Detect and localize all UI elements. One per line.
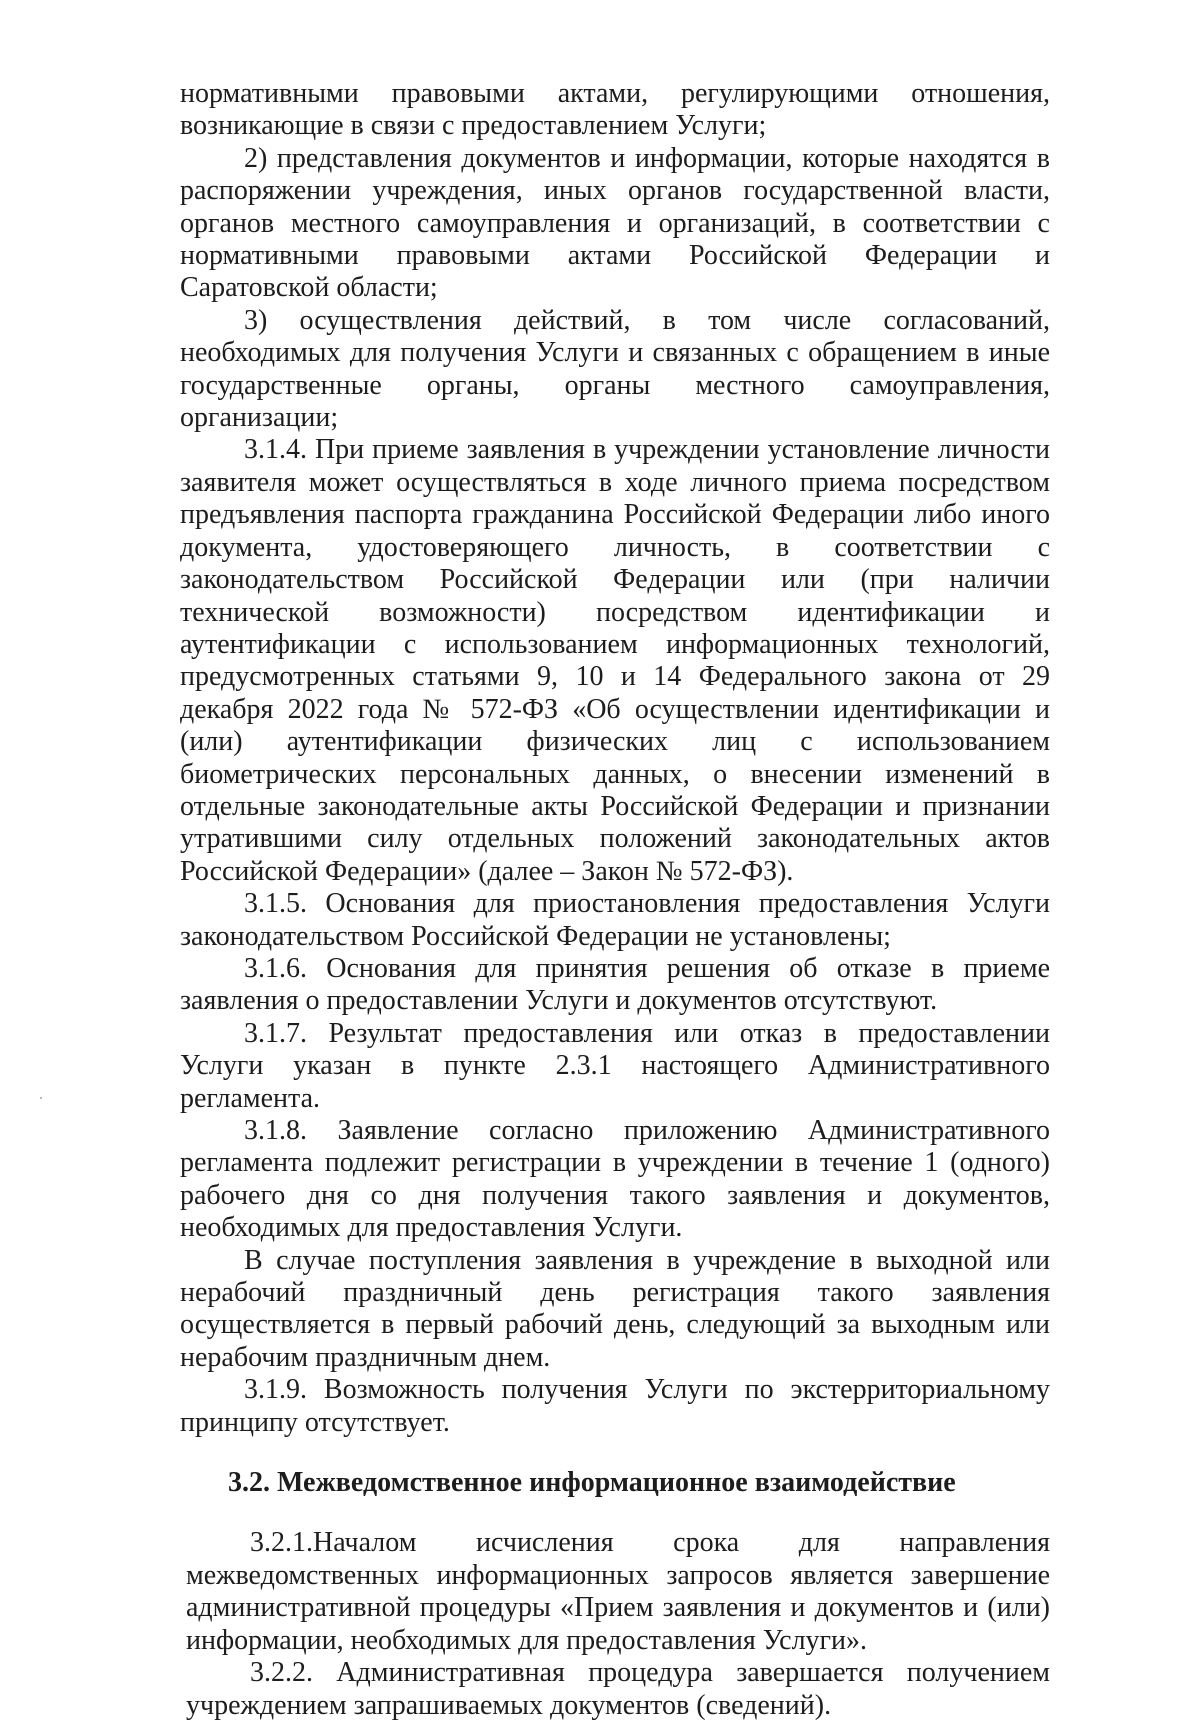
scan-speck: [40, 1097, 42, 1099]
section-heading: 3.2. Межведомственное информационное взаимодействие: [228, 1467, 956, 1499]
paragraph-continuation: нормативными правовыми актами, регулирующими отношения, возникающие в связи с предоставлением Услуги;: [180, 78, 1050, 142]
document-body: [180, 78, 1050, 1722]
paragraph-item-3: 3) осуществления действий, в том числе согласований, необходимых для получения Услуги и связанных с обращением в иные государственные органы, органы местного самоуправления, организации;: [180, 304, 1050, 434]
paragraph-3-2-1: 3.2.1.Началом исчисления срока для направления межведомственных информационных запросов является завершение административной процедуры «Прием заявления и документов и (или) информации, необходимых для предоставления Услуги».: [186, 1527, 1050, 1656]
paragraph-3-1-6: 3.1.6. Основания для принятия решения об отказе в приеме заявления о предоставлении Услуги и документов отсутствуют.: [180, 952, 1050, 1017]
paragraph-3-2-2: 3.2.2. Административная процедура завершается получением учреждением запрашиваемых документов (сведений).: [186, 1657, 1050, 1721]
paragraph-3-1-5: 3.1.5. Основания для приостановления предоставления Услуги законодательством Российской Федерации не установлены;: [180, 888, 1050, 952]
section-3-2-body: [180, 1527, 1050, 1721]
paragraph-3-1-8: 3.1.8. Заявление согласно приложению Административного регламента подлежит регистрации в учреждении в течение 1 (одного) рабочего дня со дня получения такого заявления и документов, необходимых для предоставления Услуги.: [180, 1115, 1050, 1244]
paragraph-holiday-registration: В случае поступления заявления в учреждение в выходной или нерабочий праздничный день регистрация такого заявления осуществляется в первый рабочий день, следующий за выходным или нерабочим праздничным днем.: [180, 1244, 1050, 1373]
paragraph-3-1-7: 3.1.7. Результат предоставления или отказ в предоставлении Услуги указан в пункте 2.3.1 настоящего Административного регламента.: [180, 1017, 1050, 1114]
paragraph-3-1-4: 3.1.4. При приеме заявления в учреждении установление личности заявителя может осуществляться в ходе личного приема посредством предъявления паспорта гражданина Российской Федерации либо иного документа, удостоверяющего личность, в соответствии с законодательством Российской Федерации или (при наличии технической возможности) посредством идентификации и аутентификации с использованием информационных технологий, предусмотренных статьями 9, 10 и 14 Федерального закона от 29 декабря 2022 года № 572-ФЗ «Об осуществлении идентификации и (или) аутентификации физических лиц с использованием биометрических персональных данных, о внесении изменений в отдельные законодательные акты Российской Федерации и признании утратившими силу отдельных положений законодательных актов Российской Федерации» (далее – Закон № 572-ФЗ).: [180, 434, 1050, 887]
paragraph-item-2: 2) представления документов и информации, которые находятся в распоряжении учреждения, иных органов государственной власти, органов местного самоуправления и организаций, в соответствии с нормативными правовыми актами Российской Федерации и Саратовской области;: [180, 142, 1050, 304]
paragraph-3-1-9: 3.1.9. Возможность получения Услуги по экстерриториальному принципу отсутствует.: [180, 1374, 1050, 1438]
